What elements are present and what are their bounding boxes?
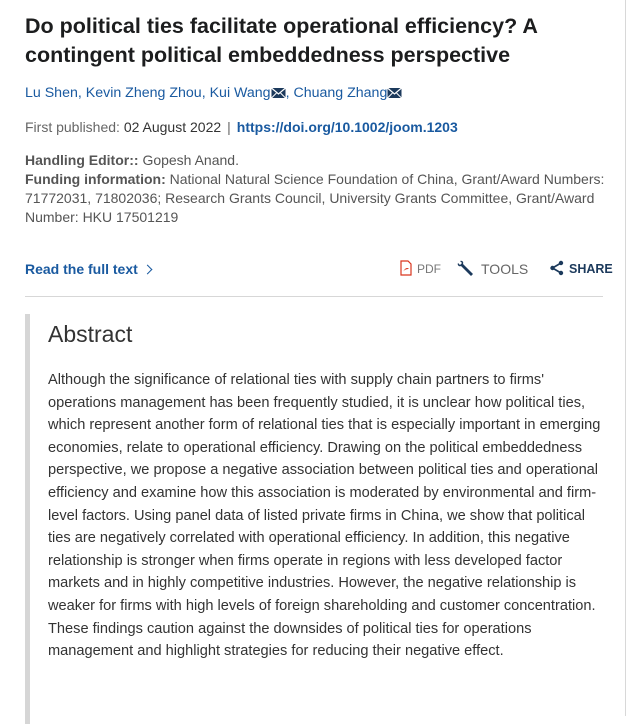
tools-label: TOOLS	[481, 261, 529, 277]
divider	[25, 296, 603, 297]
publication-info: First published: 02 August 2022 | https://doi.org/10.1002/joom.1203	[25, 119, 458, 135]
page-right-border	[625, 0, 626, 716]
abstract-text: Although the significance of relational ties with supply chain partners to firms' operations management has been frequently studied, it is unclear how political ties, which represent another form of relational ties that is especially important in emerging economies, relate to operational efficiency. Drawing on the political embeddedness perspective, we propose a negative association between political ties and operational efficiency and examine how this association is moderated by environmental and firm-level factors. Using panel data of listed private firms in China, we show that political ties are negatively correlated with operational efficiency. In addition, this negative relationship is stronger when firms operate in regions with less developed factor markets and in highly competitive industries. However, the negative relationship is weaker for firms with high levels of foreign shareholding and customer concentration. These findings caution against the downsides of political ties for operations management and highlight strategies for reducing their negative effect.	[48, 372, 601, 660]
author-link[interactable]: Kui Wang	[209, 85, 271, 101]
tools-button[interactable]	[457, 258, 528, 280]
funding-label: Funding information:	[25, 171, 166, 187]
author-link[interactable]: Kevin Zheng Zhou	[85, 85, 202, 101]
funding-value: National Natural Science Foundation of China, Grant/Award Numbers: 71772031, 71802036; Research Grants Council, University Grants Committee, Grant/Award Number: HKU 17501219	[25, 171, 605, 225]
handling-editor-label: Handling Editor::	[25, 152, 139, 168]
abstract-heading: Abstract	[48, 321, 133, 347]
funding-info	[25, 170, 615, 227]
first-published-date: 02 August 2022	[123, 119, 222, 135]
envelope-icon[interactable]	[387, 87, 402, 99]
pdf-icon	[399, 260, 413, 276]
first-published-label: First published:	[25, 119, 120, 135]
read-full-text-link[interactable]	[25, 258, 151, 280]
pdf-label: PDF	[417, 262, 441, 276]
author-link[interactable]: Lu Shen	[25, 85, 78, 101]
wrench-icon	[457, 259, 477, 277]
article-toolbar	[25, 258, 613, 280]
article-title: Do political ties facilitate operational efficiency? A contingent political embeddedness perspective	[25, 14, 538, 67]
pdf-button[interactable]	[399, 258, 441, 280]
author-list: Lu Shen, Kevin Zheng Zhou, Kui Wang , Chuang Zhang	[25, 83, 615, 103]
share-button[interactable]	[549, 258, 613, 280]
article-header	[25, 0, 615, 660]
share-icon	[549, 260, 565, 276]
chevron-right-icon	[142, 265, 152, 275]
share-label: SHARE	[569, 262, 613, 276]
doi-link[interactable]: https://doi.org/10.1002/joom.1203	[236, 119, 458, 135]
abstract-section	[25, 314, 603, 724]
article-meta	[25, 151, 615, 227]
handling-editor	[25, 151, 615, 170]
read-full-text-label: Read the full text	[25, 261, 138, 277]
envelope-icon[interactable]	[271, 87, 286, 99]
handling-editor-value: Gopesh Anand.	[142, 152, 239, 168]
author-link[interactable]: Chuang Zhang	[293, 85, 388, 101]
